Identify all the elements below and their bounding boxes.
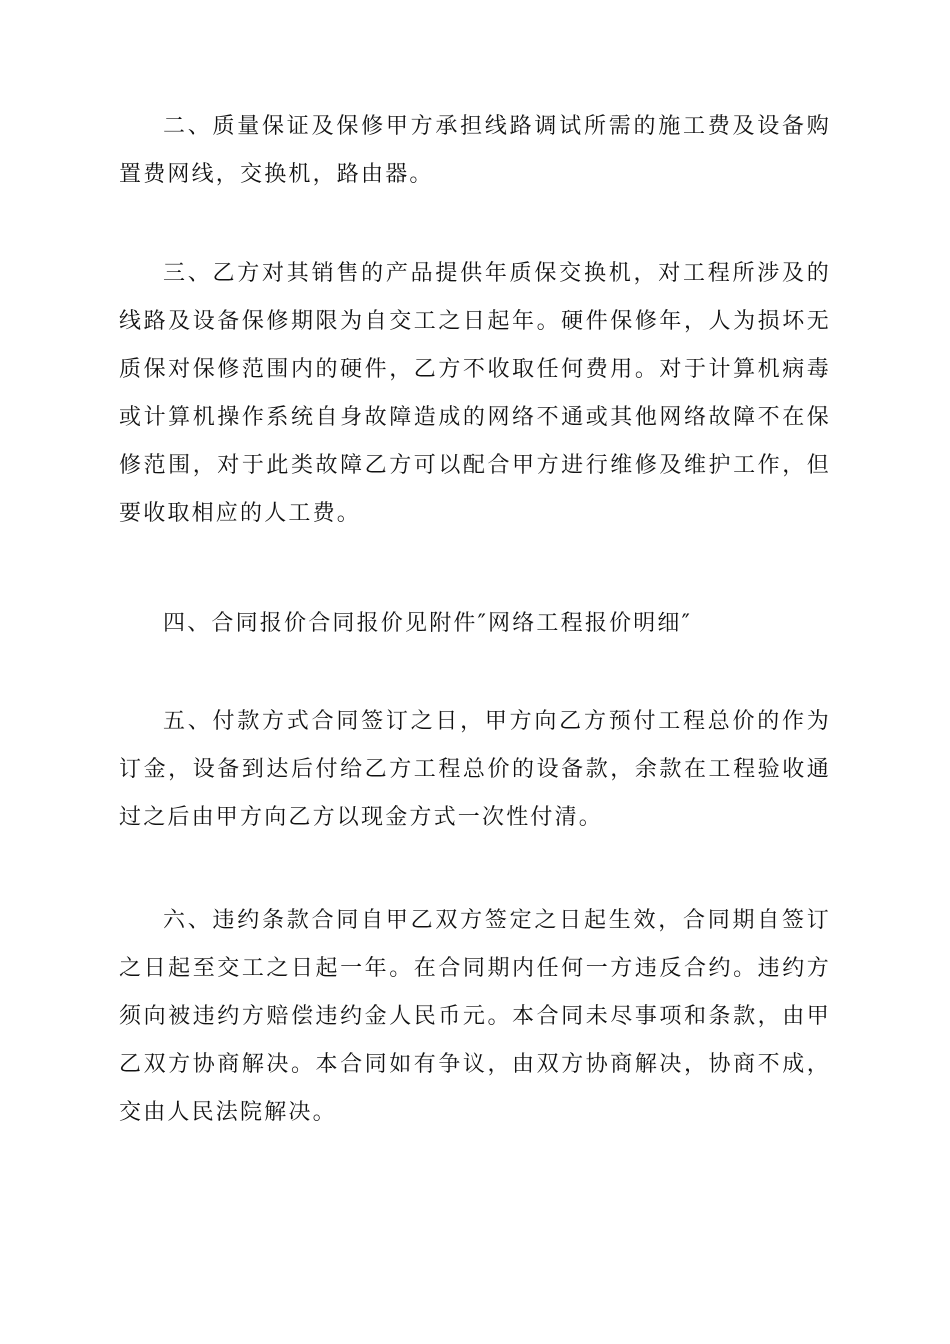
paragraph-quality-warranty: 二、质量保证及保修甲方承担线路调试所需的施工费及设备购置费网线，交换机，路由器。	[119, 114, 831, 187]
paragraph-payment-method: 五、付款方式合同签订之日，甲方向乙方预付工程总价的作为订金，设备到达后付给乙方工程总价的设备款，余款在工程验收通过之后由甲方向乙方以现金方式一次性付清。	[119, 709, 831, 830]
paragraph-breach-terms: 六、违约条款合同自甲乙双方签定之日起生效，合同期自签订之日起至交工之日起一年。在合同期内任何一方违反合约。违约方须向被违约方赔偿违约金人民币元。本合同未尽事项和条款，由甲乙双方协商解决。本合同如有争议，由双方协商解决，协商不成，交由人民法院解决。	[119, 908, 831, 1125]
paragraph-contract-quote: 四、合同报价合同报价见附件″网络工程报价明细″	[163, 611, 693, 636]
paragraph-warranty-terms: 三、乙方对其销售的产品提供年质保交换机，对工程所涉及的线路及设备保修期限为自交工之日起年。硬件保修年，人为损坏无质保对保修范围内的硬件，乙方不收取任何费用。对于计算机病毒或计算机操作系统自身故障造成的网络不通或其他网络故障不在保修范围，对于此类故障乙方可以配合甲方进行维修及维护工作，但要收取相应的人工费。	[119, 261, 831, 526]
